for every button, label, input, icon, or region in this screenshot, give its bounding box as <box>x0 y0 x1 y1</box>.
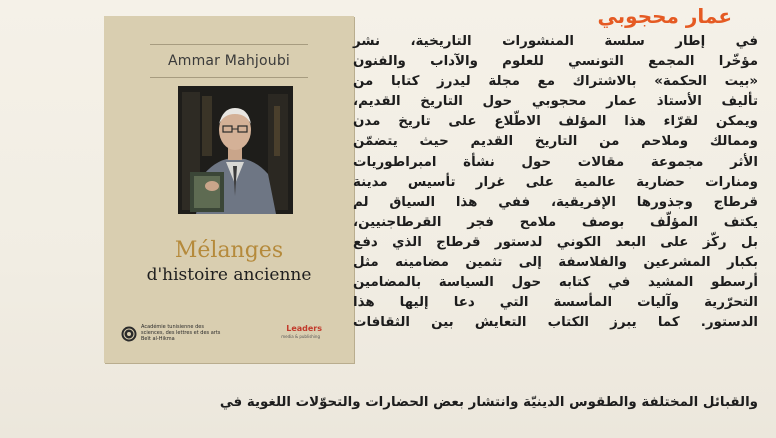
publisher-label: Académie tunisienne des sciences, des lettres et des arts Beït al-Hikma <box>141 324 221 342</box>
article-line: بكبار المشرعين والفلاسفة إلى تثمين مضامينه مثل <box>353 255 758 271</box>
article-line: بل ركّز على البعد الكوني لدستور قرطاج الذي دفع <box>353 234 758 250</box>
article-line: قرطاج وجذورها الإفريقية، ففي هذا السياق لم <box>353 194 758 210</box>
article-line: والقبائل المختلفة والطقوس الدينيّة وانتشار بعض الحضارات والتحوّلات اللغوية في <box>219 395 758 410</box>
article-line: وممالك وملاحم من التاريخ القديم حيث يتضمّن <box>353 134 758 150</box>
book-cover <box>104 16 354 363</box>
leaders-tagline: media & publishing <box>281 334 320 339</box>
article-heading: عمار محجوبي <box>597 4 732 28</box>
article-line: يكتف المؤلّف بوصف ملامح فجر القرطاجنيين، <box>353 214 758 230</box>
article-line: الدستور. كما يبرز الكتاب التعايش بين الثقافات <box>353 315 758 331</box>
article-line: أرسطو المشيد في كتابه حول السياسة بالمضامين <box>353 275 758 291</box>
article-line: تأليف الأستاذ عمار محجوبي حول التاريخ القديم، <box>353 94 758 110</box>
academy-logo-icon <box>121 326 137 346</box>
article-line: ومنارات حضارية عالمية على غرار تأسيس مدينة <box>353 174 758 190</box>
article-line: الأثر مجموعة مقالات حول نشأة امبراطوريات <box>353 154 758 170</box>
author-photo <box>178 86 293 214</box>
article-body <box>353 32 758 333</box>
author-portrait-image <box>178 86 293 214</box>
article-line: في إطار سلسة المنشورات التاريخية، نشر <box>353 34 758 49</box>
article-line: التحرّرية وآليات المأسسة التي دعا إليها هذا <box>353 295 758 311</box>
cover-rule-top <box>150 44 308 45</box>
book-subtitle: d'histoire ancienne <box>146 265 312 285</box>
article-line: ويمكن لقرّاء هذا المؤلف الاطّلاع على تاريخ مدن <box>353 114 758 130</box>
article-line: «بيت الحكمة» بالاشتراك مع مجلة ليدرز كتابا من <box>353 74 758 90</box>
cover-rule-author <box>150 77 308 78</box>
article-line: مؤخّرا المجمع التونسي للعلوم والآداب والفنون <box>353 54 758 70</box>
leaders-logo: Leaders <box>286 324 322 333</box>
article-body-continued <box>110 393 758 413</box>
book-title: Mélanges <box>174 238 284 263</box>
book-author: Ammar Mahjoubi <box>167 53 291 69</box>
